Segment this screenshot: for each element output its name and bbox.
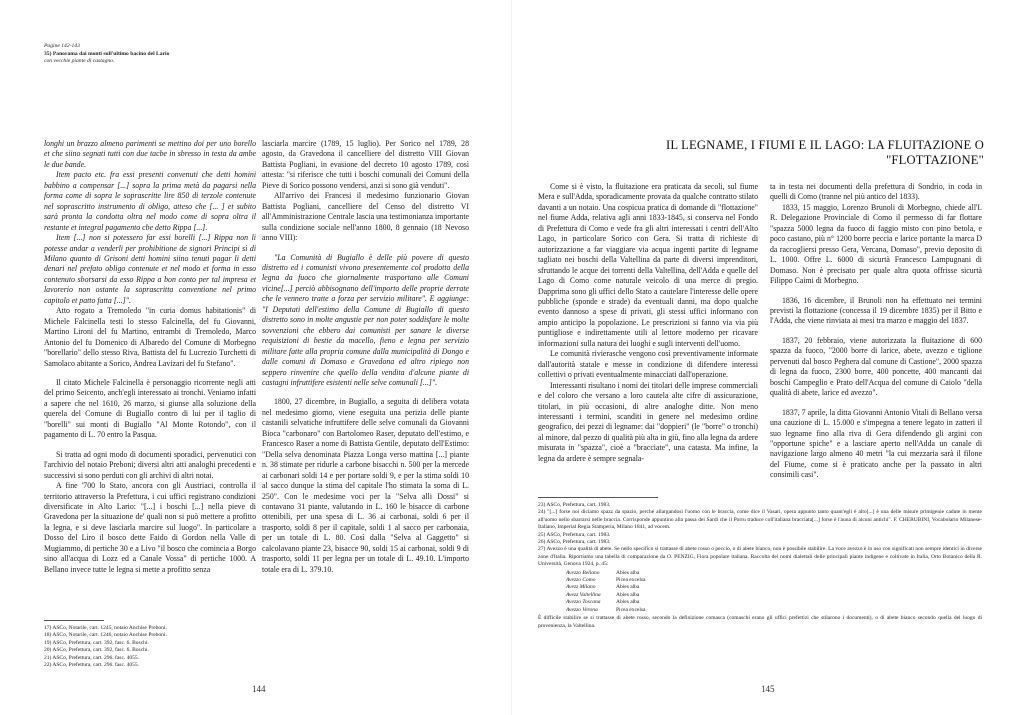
paragraph-gap — [44, 441, 256, 450]
vocab-term: Avezz Milano — [566, 584, 596, 591]
caption-label: 35) Panorama dai monti sull'ultimo bacino del Lario — [44, 50, 170, 57]
footnote: 18) ASCo, Notarile, cart. 1246, notaio Anchise Preboni. — [44, 632, 167, 639]
footnote-24: 24) "[...] forse noi diciamo spazz da spazio, perché allargandosi l'uomo con le braccia, come dice il Vasari, opera appunto tanto quant'egli è alto[...] è una delle misure primigenie cadute in mente all'uomo nello sbarrarsi nelle braccia. Corrisponde appuntino alla passa dei Sardi che il Porru traduce coll'italiana bracciata[...] forse è l'auna di alcuni antichi". F. CHERUBINI, Vocabolario Milanese-Italiano, Imperial Regia Stamperia, Milano 1841, ad vocem. — [538, 509, 982, 531]
paragraph: 1800, 27 dicembre, in Bugiallo, a seguita di delibera votata nel medesimo giorno, viene eseguita una perizia delle piante castanili selvatiche infruttifere delle selve comunali da Giovanni Bioca "carbonaro" con Bartolomeo Raser, deputato dell'estimo, e Francesco Raser a nome di Battista Gentile, deputato dell'Estimo: "Della selva denominata Piazza Longa verso mattina [...] piante n. 38 stimate per ridurle a carbone bisacchi n. 500 per la mercede ai carbonari soldi 14 e per portare soldi 9, e per la stima soldi 10 al sacco dunque la stima del capitale l'ho stimata la soma di L. 250". Con le medesime voci per la "Selva alli Dossi" si contavano 31 piante, valutando in L. 160 le bisacce di carbone ottenibili, per una spesa di L. 36 ai carbonai, soldi 6 per il trasporto, soldi 8 per il capitale, soldi 1 al sacco per carbonaia, per un totale di L. 80. Così dalla "Selva al Gaggetto" si calcolavano piante 23, bisacce 90, soldi 15 ai carbonai, soldi 9 di trasporto, soldi 11 per legna per un totale di L. 49.10. L'importo totale era di L. 379.10. — [262, 397, 469, 574]
footnote: 21) ASCo, Prefettura, cart. 296. fasc. 4055. — [44, 654, 140, 661]
paragraph: Il citato Michele Falcinella è personaggio ricorrente negli atti del primo Seicento, anch'egli interessato ai tronchi. Veniamo infatti a sapere che nel 1610, 26 marzo, si giunse alla soluzione della querela del Comune di Bugiallo contro di lui per il taglio di "borelli" sui monti di Bugiallo "Al Monte Rotondo", con il pagamento di L. 70 entro la Pasqua. — [44, 377, 256, 440]
vocab-row — [566, 570, 982, 577]
caption-pages: Pagine 142-143 — [44, 43, 80, 49]
paragraph: Item [...] non si potessero far essi borelli [...] Rippa non li potesse andar a venderli per prohibitione de signori Principi sì di Milano quanto di Grisoni detti homini siino tenuti pagar li detti denari nel prefato obligo contenute et nel modo et forma in esso contenuto sborsarsi da esso Rippa a bon conto per tal impresa et lavorerio non ostante la soprascritta conventione nel primo capitolo et patto fatta [...]". — [44, 233, 256, 305]
paragraph: Item pacto etc. fra essi presenti convenuti che detti homini babbino a compensar [...] sopra la prima metà da pagarsi nella forma come di sopra le soprascritte lire 850 di terzole contenute nel soprascritto instrumento di obligo, atteso che [... ] et subito sarà pronta la condotta oltra nel modo come di sopra oltra il restante et integral pagamento cbe detto Rippa [...]. — [44, 170, 256, 232]
vocab-species: Abies alba — [616, 569, 640, 576]
vocab-species: Abies alba — [616, 599, 640, 606]
paragraph: Si tratta ad ogni modo di documenti sporadici, pervenutici con l'archivio del notaio Preboni; diversi altri atti analoghi precedenti e successivi si sono perduti con gli archivi di altri notai. — [44, 449, 256, 480]
paragraph: longhi un brazzo almeno parimenti se mettino doi per uno borello et che siino segnati tutti con due tacbe in sbresso in testa da ambe le due bande. — [44, 139, 256, 169]
vocab-species: Abies alba — [616, 591, 640, 598]
footnote: 17) ASCo, Notarile, cart. 1245, notaio Anchise Preboni. — [44, 625, 167, 631]
footnote-rule-left — [44, 620, 104, 621]
vocab-row — [566, 577, 982, 584]
section-heading: IL LEGNAME, I FIUMI E IL LAGO: LA FLUITAZIONE O "FLOTTAZIONE" — [665, 138, 984, 167]
left-column-2 — [262, 139, 469, 575]
paragraph-gap — [262, 244, 469, 253]
paragraph: lasciarla marcire (1789, 15 luglio). Per Sorico nel 1789, 28 agosto, da Gravedona il cancelliere del distretto VIII Giovan Battista Pogliani, in evasione del decreto 10 agosto 1789, così attesta: "si riferisce che tutti i boschi comunali dei Comuni della Pieve di Sorico possono vendersi, anzi si sono già venduti". — [262, 139, 469, 190]
paragraph: 1836, 16 dicembre, il Brunoli non ha effettuato nei termini previsti la flottazione (concessa il 19 dicembre 1835) per il Bitto e l'Adda, che viene rinviata ai mesi tra marzo e maggio del 1837. — [770, 295, 982, 326]
vocab-row — [566, 607, 982, 614]
vocab-term: Avezzo Toscana — [566, 599, 601, 606]
vocab-term: Avezzo Como — [566, 577, 596, 584]
vocab-species: Picea excelsa — [616, 577, 646, 584]
footnotes-left — [44, 625, 256, 669]
paragraph: 1837, 7 aprile, la ditta Giovanni Antonio Vitali di Bellano versa una cauzione di L. 15.000 e s'impegna a tenere legato in zatteri il suo legname fino alla riva di Gera difendendo gli argini con "opportune spiche" e a lasciare aperto nell'Adda un canale di navigazione largo almeno 40 metri "la cui mezzaria sarà il filone del Fiume, come si è praticato anche per la passato in altri consimili casi". — [770, 407, 982, 480]
footnote: 19) ASCo, Prefettura, cart. 392, fasc. 6. Boschi. — [44, 639, 149, 646]
vocab-term: Avezz Valtellina — [566, 591, 601, 598]
vocab-row — [566, 584, 982, 591]
paragraph-gap — [262, 388, 469, 397]
paragraph: ta in testa nei documenti della prefettura di Sondrio, in coda in quelli di Como (tranne nel più antico del 1833). — [770, 182, 982, 202]
paragraph: 1833, 15 maggio, Lorenzo Brunoli di Morbegno, chiede all'I. R. Delegazione Provinciale di Como il permesso di far flottare "spazza 5000 legna da fuoco di faggio misto con pino betola, e poco castano, più n° 1200 borre peccia e larice portante la marca D da raccogliersi presso Gera, Vercana, Domaso", previo deposito di L. 1000. Offre L. 6000 di sicurtà Francesco Lampugnani di Domaso. Non è precisato per quale altra quota offrisse sicurtà Filippo Caimi di Morbegno. — [770, 202, 982, 286]
paragraph-gap — [44, 369, 256, 378]
footnote: 22) ASCo, Prefettura, cart. 296. fasc. 4055. — [44, 662, 140, 669]
figure-caption — [44, 43, 194, 66]
footnote-27: 27) Avezzo è una qualità di abete. Se nello specifico si trattasse di abete rosso o peccio, o di abete bianco, non è possibile stabilire. La voce avezzo è in uso con significati non sempre identici in diverse zone d'Italia. Riportiamo una tabella di comparazione da O. PENZIG, Flora popolare italiana. Raccolta dei nomi dialettali delle principali piante indigene e coltivate in Italia, Orto Botanico della R. Università, Genova 1924, p. 45: — [538, 546, 982, 568]
paragraph: Come si è visto, la fluitazione era praticata da secoli, sul fiume Mera e sull'Adda, sporadicamente provata da qualche contratto stilato davanti a un notaio. Una cospicua pratica di domande di "flottazione" nel fiume Adda, relativa agli anni 1833-1845, si conserva nel Fondo di Prefettura di Como e vede fra gli altri interessati i centri dell'Alto Lago, in particolare Sorico con Gera. Si tratta di richieste di autorizzazione a far viaggiare via acqua ingenti partite di legname tagliato nei boschi della Valtellina da parte di diversi imprenditori, sfruttando le acque dei torrenti della Valtellina, dell'Adda e quelle del Lago di Como come naturale veicolo di una merce di pregio. Dapprima sono gli uffici dello Stato a cautelare l'interesse delle opere pubbliche (sponde e strade) da eventuali danni, ma dopo qualche evento dannoso a spese di privati, gli stessi uffici informano con ampio anticipo la popolazione. Le prescrizioni si fanno via via più puntigliose e indirettamente utili al lettore moderno per ricavare informazioni sulla natura dei luoghi e sugli interventi dell'uomo. — [538, 182, 758, 348]
vocab-term: Avezzo Bellano — [566, 569, 600, 576]
vocab-species: Picea excelsa — [616, 606, 646, 613]
footnote-25: 25) ASCo, Prefettura, cart. 1983. — [538, 531, 611, 538]
vocab-term: Avezzo Verona — [566, 606, 598, 613]
paragraph-gap — [770, 287, 982, 296]
left-column-1 — [44, 139, 256, 575]
page-number-left: 144 — [252, 684, 266, 694]
paragraph: 1837, 20 febbraio, viene autorizzata la fluitazione di 600 spazza da fuoco, "2000 borre di larice, abete, avezzo e tiglione pervenuti dal bosco Peghera dal comune di Castione", 2000 spazza di legna da fuoco, 2300 borre, 400 poncette, 400 mancanti dai boschi Campeglio e Prato dell'Acqua del comune di Caiolo "della qualità di abete, larice ed avezzo". — [770, 335, 982, 398]
right-column-1 — [538, 182, 758, 464]
footnotes-right — [538, 502, 982, 630]
paragraph: A fine '700 lo Stato, ancora con gli Austriaci, controlla il territorio attraverso la Prefettura, i cui uffici registrano condizioni diversificate in Alto Lario: "[...] i boschi [...] nella pieve di Gravedona per la situazione de' quali non si può mettere a profitto la legna, e si deve lasciarla marcire sul luogo". In particolare a Dosso del Liro il bosco dette Faido di Gordon nella Valle di Mugiammo, di pertiche 30 e a Livo "il bosco che comincia a Borgo sino all'acqua di Lozz ed a Canale Vossa" di pertiche 1000. A Bellano invece tutte le legna si mette a profitto senza — [44, 481, 256, 574]
right-column-2 — [770, 182, 982, 481]
caption-line2: con vecchie piante di castagno. — [44, 58, 115, 65]
paragraph: "La Comunità di Bugiallo è delle più povere di questo distretto ed i comunisti vivono presentemente col prodotto della legna da fuoco che giornalmente trasportano alle Comuni vicine[...] perciò abbisognano dell'importo delle proprie derrate che le vennero tratte a forza per servizio militare". E aggiunge: "I Deputati dell'estimo della Comune di Bugiallo di questo distretto sono in molte angustie per non poter soddisfare le molte sovvenzioni che ebbero dai comunisti per sanare le diverse requisizioni di bestie da macello, fieno e legna per servizio militare fatte alla propria comune dalla municipalità di Dongo e dalle comuni di Domaso e Gravedona ed altro ripiego non seppero rinvenire che quello della vendita d'alcune piante di castagni infruttifere esistenti nelle selve comunali [...]". — [262, 252, 469, 387]
footnote: 20) ASCo, Prefettura, cart. 392, fasc. 6. Boschi. — [44, 647, 149, 654]
paragraph-gap — [770, 399, 982, 408]
page-number-right: 145 — [761, 684, 775, 694]
vocab-row — [566, 599, 982, 606]
footnote-23: 23) ASCo, Prefettura, cart. 1983. — [538, 502, 611, 508]
footnote-26: 26) ASCo, Prefettura, cart. 1983. — [538, 539, 611, 546]
paragraph: Atto rogato a Tremoledo "in curia domus habitationis" di Michele Falcinella testi lo stesso Falcinella, del fu Giovanni, Martino Lironi del fu Martino, entrambi di Tremoledo, Marco Antonio del fu Domenico di Albaredo del Comune di Morbegno "borellario" dello stesso Riva, Battista del fu Lucrezio Turchetti di Samolaco abitante a Sorico, Andrea Lavizari del fu Stefano". — [44, 306, 256, 368]
paragraph: All'arrivo dei Francesi il medesimo funzionario Giovan Battista Pogliani, cancelliere del Censo del distretto VI all'Amministrazione Centrale lascia una testimonianza importante sulla condizione sociale nell'anno 1800, 8 gennaio (18 Nevoso anno VIII): — [262, 191, 469, 243]
paragraph: Le comunità rivierasche vengono così preventivamente informate dall'autorità statale e messe in condizione di difendere interessi collettivi o privati eventualmente minacciati dall'operazione. — [538, 349, 758, 380]
footnote-27-tail: È difficile stabilire se si trattasse di abete rosso, secondo la definizione comasca (comaschi erano gli uffici prefettizi che stilarono i documenti), o di abete bianco secondo quella del luogo di provenienza, la Valtellina. — [538, 615, 982, 629]
vocab-species: Abies alba — [616, 584, 640, 591]
paragraph: Interessanti risultano i nomi dei titolari delle imprese commerciali e del coloro che versano a loro cautela alte cifre di assicurazione, titolari, in più occasioni, di altre analoghe ditte. Non meno interessanti i termini, scanditi in genere nel medesimo ordine geografico, dei pezzi di legname: dai "doppieri" (le "borre" o tronchi) al minore, dal pezzo di qualità più alta in giù, fino alla legna da ardere misurata in "spazza", cioè a "bracciate", una catasta. Ma infine, la legna da ardere è sempre segnala- — [538, 380, 758, 463]
paragraph-gap — [770, 327, 982, 336]
footnote-rule-right — [538, 497, 658, 498]
vocab-row — [566, 592, 982, 599]
vocab-table — [566, 570, 982, 614]
